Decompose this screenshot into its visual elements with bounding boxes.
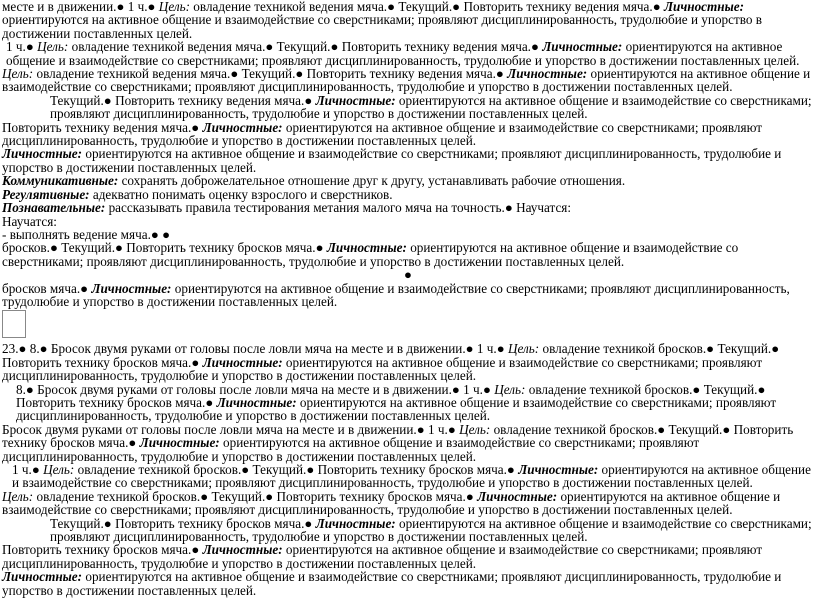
text-run: Бросок двумя руками от головы после ловли мяча на месте и в движении. [2,421,417,437]
bullet-icon: ● [128,435,140,451]
bullet-icon: ● [722,421,734,437]
bullet-icon: ● [25,39,38,55]
bullet-icon: ● [495,66,508,82]
goal-label: Цель: [158,0,190,14]
text-run: 1 ч. [463,381,483,397]
document-line [2,342,814,382]
bullet-icon: ● [200,488,212,504]
text-run: Научатся: [516,200,572,216]
text-run: адекватно понимать оценку взрослого и сверстников. [89,186,393,202]
bullet-icon: ● [771,341,780,357]
text-run: ориентируются на активное общение и взаимодействие со сверстниками; проявляют дисциплинированность, трудолюбие и упорство в достижении поставленных целей. [2,66,811,95]
document-line [2,67,814,94]
category-label: Личностные: [202,542,283,558]
category-label: Личностные: [477,488,558,504]
text-run: 8. [29,341,40,357]
text-run: 1 ч. [476,341,497,357]
bullet-icon: ● [241,462,253,477]
text-run: ориентируются на активное общение и взаимодействие со сверстниками; проявляют дисциплинированность, трудолюбие и упорство в достижении поставленных целей. [12,462,811,491]
text-run: ориентируются на активное общение и взаимодействие со сверстниками; проявляют дисциплинированность, трудолюбие и упорство в достижении поставленных целей. [2,240,739,269]
text-run: Текущий. [668,421,723,437]
bullet-icon: ● [504,200,517,216]
text-run: Повторить технику бросков мяча. [115,515,305,531]
document-line [2,423,814,463]
category-label: Регулятивные: [2,186,90,202]
bullet-icon: ● [452,0,464,14]
document-line [2,241,814,268]
goal-label: Цель: [507,341,540,357]
bullet-icon: ● [306,462,318,477]
bullet-icon: ● [447,421,460,437]
bullet-icon: ● [265,39,277,55]
bullet-icon: ● [692,381,704,397]
text-run: овладение техникой бросков. [74,462,242,477]
document-line [2,282,814,309]
bullet-icon: ● [103,92,116,108]
document-line [2,40,814,67]
document-line [2,490,814,517]
bullet-icon: ● [315,240,327,256]
bullet-icon: ● [25,381,38,397]
category-label: Личностные: [315,515,396,531]
text-run: Повторить технику бросков мяча. [2,421,794,451]
document-line [2,543,814,570]
text-run: Повторить технику бросков мяча. [276,488,466,504]
document-line [2,268,814,281]
goal-label: Цель: [37,39,69,55]
text-run: Повторить технику бросков мяча. [2,354,192,370]
text-run: Повторить технику ведения мяча. [463,0,653,14]
text-run: овладение техникой ведения мяча. [68,39,266,55]
text-run: 23. [2,341,19,357]
bullet-icon: ● [295,66,307,82]
category-label: Личностные: [202,354,283,370]
bullet-icon: ● [265,488,277,504]
text-run: Научатся: [2,213,57,229]
category-label: Личностные: [663,0,744,14]
bullet-icon: ● [115,240,127,256]
text-run: Текущий. [717,341,772,357]
bullet-icon: ● [49,240,62,256]
bullet-icon: ● [416,421,428,437]
bullet-icon: ● [191,354,203,370]
text-run: ориентируются на активное общение и взаимодействие со сверстниками; проявляют дисциплинированность, трудолюбие и упорство в достижении поставленных целей. [2,435,700,464]
text-run: овладение техникой бросков. [525,381,693,397]
document-line [2,201,814,214]
bullet-icon: ● [496,341,508,357]
text-run: - выполнять ведение мяча. [2,226,151,242]
text-run: Текущий. [50,515,104,531]
document-line [2,174,814,187]
text-run: Текущий. [398,0,453,14]
goal-label: Цель: [494,381,526,397]
document-line [2,570,814,597]
goal-label: Цель: [459,421,491,437]
bullet-icon: ● [652,0,664,14]
document-line [2,121,814,148]
document-line [2,383,814,423]
bullet-icon: ● [465,488,478,504]
category-label: Личностные: [326,240,407,256]
text-run: овладение техникой бросков. [539,341,707,357]
text-run: Повторить технику ведения мяча. [115,92,305,108]
document-line [2,463,814,490]
goal-label: Цель: [2,488,34,504]
bullet-icon: ● [162,226,171,242]
category-label: Коммуникативные: [2,173,119,189]
text-run: Повторить технику бросков мяча. [2,542,192,558]
bullet-icon: ● [191,542,203,558]
text-run: Повторить технику ведения мяча. [306,66,496,82]
bullet-icon: ● [404,267,412,283]
text-run: ориентируются на активное общение и взаимодействие со сверстниками; проявляют дисциплинированность, трудолюбие и упорство в достижении поставленных целей. [50,92,812,122]
text-run: 8. [16,381,26,397]
text-run: ориентируются на активное общение и взаимодействие со сверстниками; проявляют дисциплинированность, трудолюбие и упорство в достижении поставленных целей. [2,354,763,384]
text-run: Текущий. [276,39,331,55]
text-run: месте и в движении. [2,0,117,14]
bullet-icon: ● [191,119,203,135]
bullet-icon: ● [482,381,495,397]
category-label: Личностные: [91,280,172,296]
bullet-icon: ● [205,394,217,410]
bullet-icon: ● [387,0,399,14]
document-line [2,147,814,174]
bullet-icon: ● [31,462,44,477]
text-run: Текущий. [252,462,307,477]
text-run: ориентируются на активное общение и взаимодействие со сверстниками; проявляют дисциплинированность, трудолюбие и упорство в достижении поставленных целей. [16,394,777,424]
bullet-icon: ● [330,39,342,55]
text-run: ориентируются на активное общение и взаимодействие со сверстниками; проявляют дисциплинированность, трудолюбие и упорство в достижении поставленных целей. [2,12,763,41]
bullet-icon: ● [506,462,519,477]
category-label: Личностные: [542,39,623,55]
document-line [2,215,814,228]
text-run: Повторить технику бросков мяча. [16,394,206,410]
bullet-icon: ● [147,0,159,14]
text-run: рассказывать правила тестирования метания малого мяча на точность. [105,200,505,216]
text-run: бросков мяча. [2,280,81,296]
goal-label: Цель: [2,66,34,82]
text-run: овладение техникой ведения мяча. [190,0,388,14]
bullet-icon: ● [230,66,242,82]
category-label: Личностные: [2,146,83,162]
text-run: овладение техникой бросков. [490,421,658,437]
text-run: 1 ч. [427,421,448,437]
bullet-icon: ● [18,341,30,357]
category-label: Личностные: [216,394,297,410]
text-run: ориентируются на активное общение и взаимодействие со сверстниками; проявляют дисциплинированность, трудолюбие и упорство в достижении поставленных целей. [2,569,782,598]
text-run: Текущий. [50,92,104,108]
text-run: Бросок двумя руками от головы после ловли мяча на месте и в движении. [50,341,466,357]
text-run: 1 ч. [6,39,26,55]
bullet-icon: ● [116,0,128,14]
text-run: 1 ч. [127,0,148,14]
text-run: овладение техникой ведения мяча. [33,66,231,82]
category-label: Личностные: [202,119,283,135]
document-line [2,228,814,241]
text-run: ориентируются на активное общение и взаимодействие со сверстниками; проявляют дисциплинированность, трудолюбие и упорство в достижении поставленных целей. [2,119,763,149]
text-run: Повторить технику бросков мяча. [126,240,316,256]
text-run: Текущий. [241,66,296,82]
bullet-icon: ● [150,226,163,242]
bullet-icon: ● [706,341,718,357]
category-label: Личностные: [139,435,220,451]
bullet-icon: ● [304,92,316,108]
category-label: Личностные: [518,462,599,477]
document-line [2,517,814,544]
category-label: Личностные: [2,569,83,585]
text-run: сохранять доброжелательное отношение друг к другу, устанавливать рабочие отношения. [118,173,626,189]
category-label: Познавательные: [2,200,106,216]
text-run: бросков. [2,240,50,256]
bullet-icon: ● [451,381,464,397]
text-run: Повторить технику ведения мяча. [341,39,531,55]
bullet-icon: ● [530,39,543,55]
bullet-icon: ● [465,341,477,357]
text-run: ориентируются на активное общение и взаимодействие со сверстниками; проявляют дисциплинированность, трудолюбие и упорство в достижении поставленных целей. [2,542,763,571]
bullet-icon: ● [80,280,92,296]
bullet-icon: ● [757,381,766,397]
text-run: Повторить технику бросков мяча. [317,462,507,477]
empty-cell-box [2,310,26,338]
document-line [2,0,814,40]
text-run: ориентируются на активное общение и взаимодействие со сверстниками; проявляют дисциплинированность, трудолюбие и упорство в достижении поставленных целей. [2,280,790,309]
document-line [2,94,814,121]
document-line [2,188,814,201]
category-label: Личностные: [507,66,588,82]
text-run: Повторить технику ведения мяча. [2,119,192,135]
text-run: ориентируются на активное общение и взаимодействие со сверстниками; проявляют дисциплинированность, трудолюбие и упорство в достижении поставленных целей. [2,146,782,175]
text-run: Текущий. [703,381,758,397]
text-run: 1 ч. [12,462,32,477]
text-run: Текущий. [211,488,266,504]
bullet-icon: ● [103,515,116,531]
category-label: Личностные: [315,92,396,108]
text-run: ориентируются на активное общение и взаимодействие со сверстниками; проявляют дисциплинированность, трудолюбие и упорство в достижении поставленных целей. [2,488,781,518]
bullet-icon: ● [39,341,51,357]
text-run: Бросок двумя руками от головы после ловли мяча на месте и в движении. [37,381,452,397]
goal-label: Цель: [43,462,75,477]
text-run: Текущий. [61,240,115,256]
text-run: ориентируются на активное общение и взаимодействие со сверстниками; проявляют дисциплинированность, трудолюбие и упорство в достижении поставленных целей. [6,39,800,68]
text-run: овладение техникой бросков. [33,488,201,504]
bullet-icon: ● [657,421,669,437]
text-run: ориентируются на активное общение и взаимодействие со сверстниками; проявляют дисциплинированность, трудолюбие и упорство в достижении поставленных целей. [50,515,812,545]
bullet-icon: ● [304,515,316,531]
